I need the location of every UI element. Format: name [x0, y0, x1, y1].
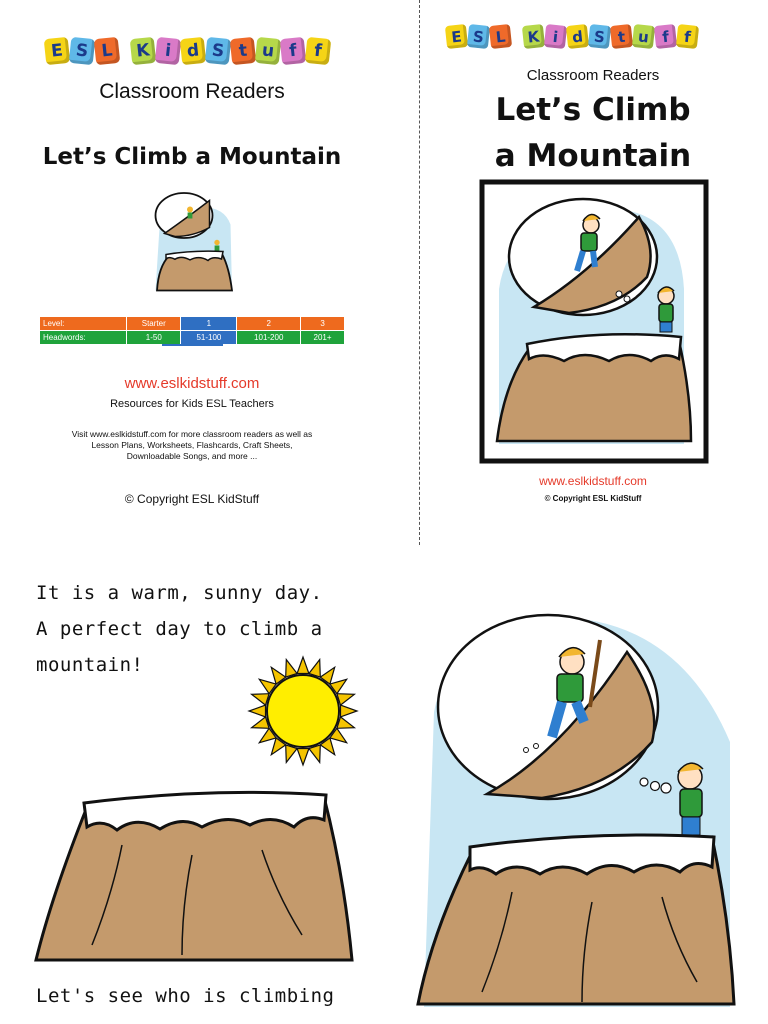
sun-ray: [252, 717, 270, 728]
level-cell: 3: [301, 317, 345, 331]
logo-word-kidstuff: [131, 38, 330, 64]
sun-ray: [309, 745, 320, 763]
book-title: Let’s Climb a Mountain: [42, 144, 342, 170]
logo-word-kidstuff: [523, 25, 698, 48]
logo-letter-block: f: [305, 37, 332, 65]
sun-ray: [297, 749, 309, 766]
reading-level-table: [39, 316, 345, 345]
logo-letter-block: t: [610, 24, 633, 49]
sun-icon: [247, 655, 359, 767]
story-text-page-1: It is a warm, sunny day. A perfect day to climb a mountain!: [36, 582, 323, 676]
level-cell: 2: [237, 317, 301, 331]
headwords-row-label: Headwords:: [40, 331, 127, 345]
tagline: Resources for Kids ESL Teachers: [110, 398, 274, 410]
sun-ray: [309, 660, 320, 678]
logo-letter-block: K: [522, 24, 545, 49]
boy-figure: [658, 287, 674, 332]
headwords-cell: 101-200: [237, 331, 301, 345]
headwords-cell: 1-50: [127, 331, 181, 345]
logo-letter-block: f: [280, 37, 307, 65]
book-title-line-2: a Mountain: [494, 138, 692, 174]
sun-ray: [341, 705, 358, 717]
logo-letter-block: d: [566, 24, 589, 49]
logo-word-esl: [446, 25, 511, 48]
book-title-line-1: Let’s Climb: [495, 92, 691, 128]
promo-line-1: Visit www.eslkidstuff.com for more classroom readers as well as: [71, 429, 313, 439]
sun-ray: [337, 717, 355, 728]
selected-level-indicator: [162, 344, 223, 346]
logo-letter-block: S: [205, 37, 232, 65]
logo-letter-block: d: [180, 37, 207, 65]
eslkidstuff-logo: [446, 25, 708, 48]
logo-letter-block: S: [467, 24, 490, 49]
cover-illustration: [479, 179, 709, 464]
logo-letter-block: f: [654, 24, 677, 49]
logo-letter-block: L: [94, 37, 121, 65]
sun-ray: [252, 694, 270, 705]
copyright: © Copyright ESL KidStuff: [544, 494, 642, 503]
logo-letter-block: i: [544, 24, 567, 49]
sun-ray: [337, 694, 355, 705]
series-label: Classroom Readers: [526, 67, 660, 84]
logo-letter-block: L: [489, 24, 512, 49]
logo-letter-block: E: [445, 24, 468, 49]
website-link[interactable]: www.eslkidstuff.com: [124, 375, 260, 392]
sun-ray: [286, 660, 297, 678]
logo-letter-block: S: [69, 37, 96, 65]
logo-letter-block: i: [155, 37, 182, 65]
boy-figure: [678, 763, 703, 835]
level-row-label: Level:: [40, 317, 127, 331]
promo-line-3: Downloadable Songs, and more ...: [126, 451, 258, 461]
climber-scene-illustration: [412, 612, 742, 1012]
page-divider: [419, 0, 420, 545]
website-link[interactable]: www.eslkidstuff.com: [539, 474, 647, 488]
level-cell: Starter: [127, 317, 181, 331]
eslkidstuff-logo: [45, 38, 340, 64]
story-text-page-2: Let's see who is climbing: [36, 985, 335, 1007]
promo-line-2: Lesson Plans, Worksheets, Flashcards, Craft Sheets,: [91, 440, 293, 450]
sun-ray: [297, 657, 309, 674]
headwords-cell-selected: 51-100: [181, 331, 237, 345]
logo-word-esl: [45, 38, 119, 64]
headwords-cell: 201+: [301, 331, 345, 345]
logo-letter-block: K: [130, 37, 157, 65]
mountain-illustration: [32, 785, 356, 965]
level-cell-selected: 1: [181, 317, 237, 331]
snowcap: [84, 792, 326, 830]
headwords-row: [40, 331, 345, 345]
sun-ray: [286, 745, 297, 763]
logo-letter-block: S: [588, 24, 611, 49]
logo-letter-block: E: [44, 37, 71, 65]
logo-letter-block: u: [632, 24, 655, 49]
logo-letter-block: t: [230, 37, 257, 65]
logo-letter-block: f: [676, 24, 699, 49]
cover-thumbnail-illustration: [148, 190, 238, 295]
series-label: Classroom Readers: [99, 80, 285, 103]
sun-ray: [249, 705, 266, 717]
copyright: © Copyright ESL KidStuff: [124, 492, 260, 506]
level-row: [40, 317, 345, 331]
logo-letter-block: u: [255, 37, 282, 65]
